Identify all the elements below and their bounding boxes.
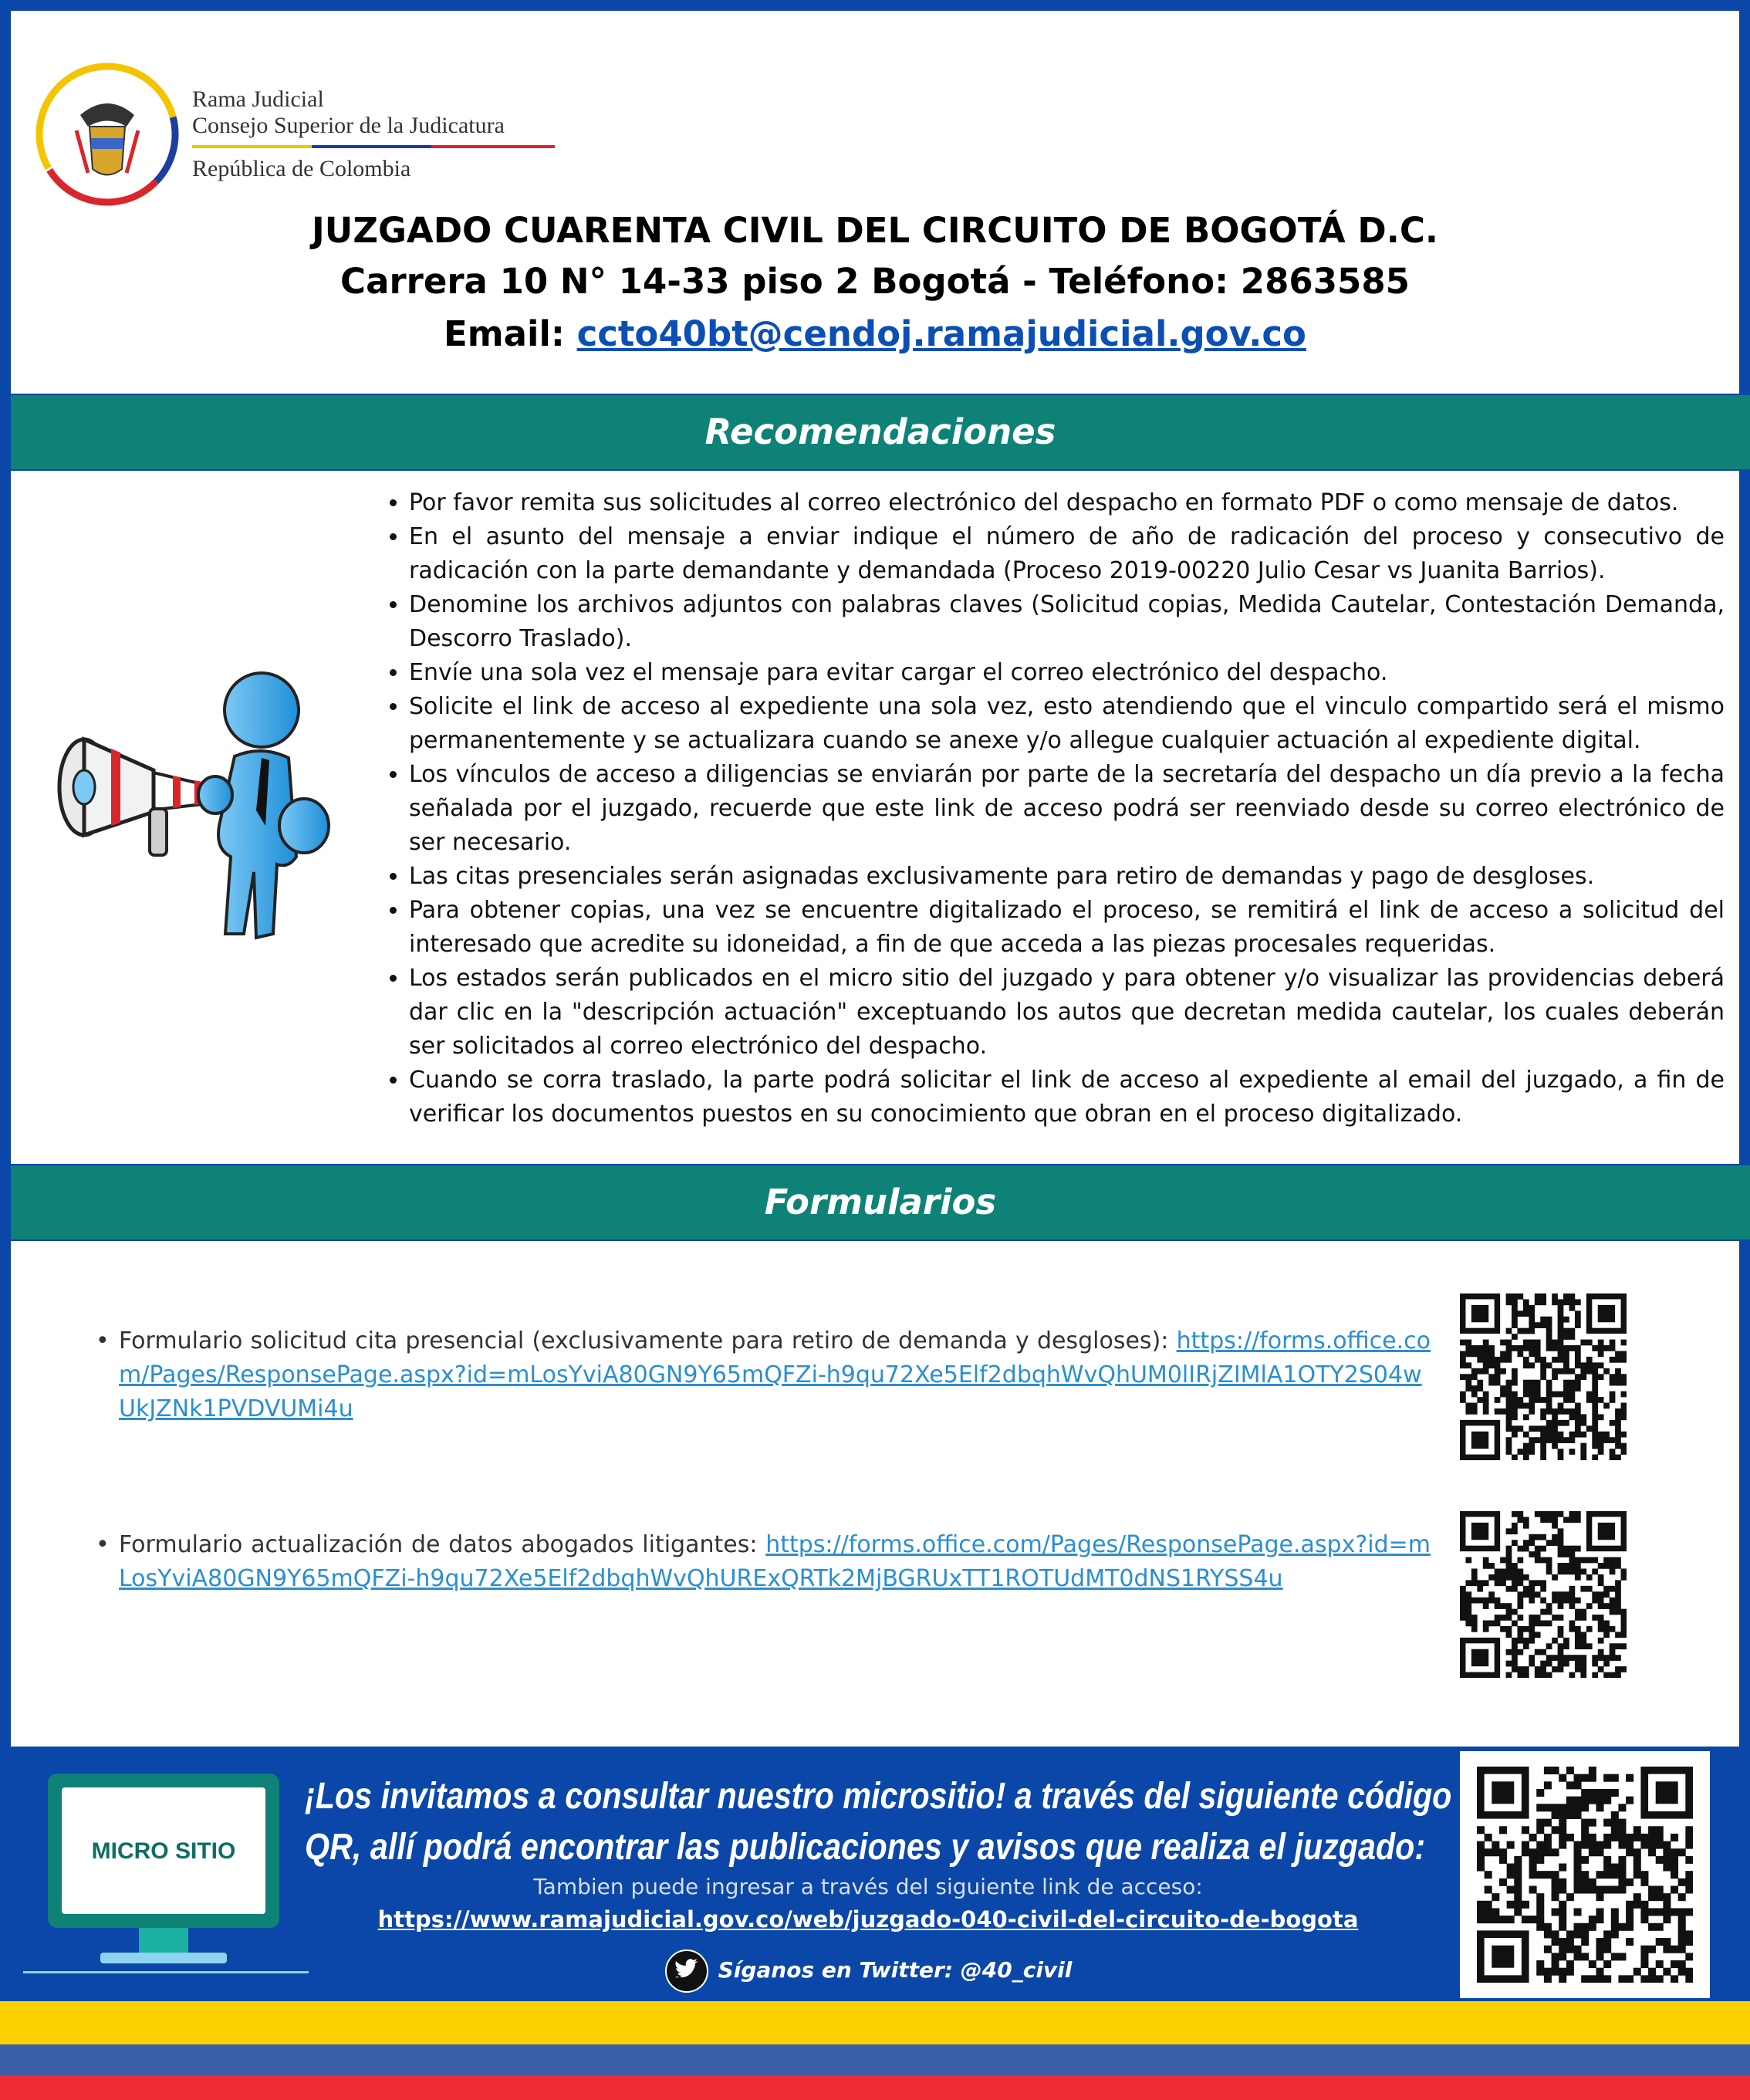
court-name: JUZGADO CUARENTA CIVIL DEL CIRCUITO DE BOGOTÁ D.C. bbox=[312, 210, 1438, 251]
list-item: • Cuando se corra traslado, la parte podrá solicitar el link de acceso al expediente al email del juzgado, a fin de verificar los documentos puestos en su conocimiento que obran en el proceso digitalizado. bbox=[409, 1064, 1725, 1131]
list-item: • Denomine los archivos adjuntos con palabras claves (Solicitud copias, Medida Cautelar, Contestación Demanda, Descorro Traslado). bbox=[409, 588, 1725, 656]
header bbox=[11, 11, 1739, 394]
footer-headline-line1: ¡Los invitamos a consultar nuestro micrositio! a través del siguiente código bbox=[305, 1776, 1452, 1817]
list-item: • Envíe una sola vez el mensaje para evitar cargar el correo electrónico del despacho. bbox=[409, 656, 1725, 690]
form-link[interactable]: https://forms.office.com/Pages/ResponsePage.aspx?id=mLosYviA80GN9Y65mQFZi-h9qu72Xe5Elf2dbqhWvQhURExQRTk2MjBGRUxTT1ROTUdMT0dNS1RYSS4u bbox=[119, 1531, 1431, 1592]
org-line-3: República de Colombia bbox=[192, 156, 411, 181]
form-label: Formulario actualización de datos abogados litigantes: bbox=[119, 1531, 766, 1558]
list-item: • En el asunto del mensaje a enviar indique el número de año de radicación del proceso y consecutivo de radicación con la parte demandante y demandada (Proceso 2019-00220 Julio Cesar vs Juanita Barrios). bbox=[409, 520, 1725, 588]
microsite-qr bbox=[1460, 1751, 1710, 1998]
court-address: Carrera 10 N° 14-33 piso 2 Bogotá - Teléfono: 2863585 bbox=[340, 261, 1410, 302]
forms-section bbox=[11, 1241, 1739, 1747]
list-item: • Solicite el link de acceso al expediente una sola vez, esto atendiendo que el vinculo compartido será el mismo permanentemente y se actualizara cuando se anexe y/o allegue cualquier actuación al expediente digital. bbox=[409, 690, 1725, 758]
form-item-actualizacion-datos bbox=[96, 1528, 1431, 1596]
org-line-2: Consejo Superior de la Judicatura bbox=[192, 113, 505, 138]
form-label: Formulario solicitud cita presencial (exclusivamente para retiro de demanda y desgloses): bbox=[119, 1327, 1177, 1354]
email-label: Email: bbox=[444, 313, 577, 354]
monitor-label: MICRO SITIO bbox=[91, 1838, 236, 1864]
forms-title: Formularios bbox=[11, 1165, 1750, 1239]
footer-subtext: Tambien puede ingresar a través del siguiente link de acceso: bbox=[533, 1874, 1203, 1899]
qr-code-icon[interactable] bbox=[1477, 1767, 1693, 1983]
flag-stripe-blue bbox=[0, 2044, 1750, 2075]
bullet-icon: • bbox=[96, 1327, 110, 1354]
list-item: • Para obtener copias, una vez se encuentre digitalizado el proceso, se remitirá el link de acceso a solicitud del interesado que acredite su idoneidad, a fin de que acceda a las piezas procesales requeridas. bbox=[409, 894, 1725, 962]
footer-headline-line2: QR, allí podrá encontrar las publicaciones y avisos que realiza el juzgado: bbox=[305, 1827, 1426, 1868]
qr-code-icon[interactable] bbox=[1460, 1293, 1627, 1460]
form-item-cita-presencial bbox=[96, 1324, 1431, 1426]
monitor-icon bbox=[23, 1774, 316, 1982]
court-email-line bbox=[11, 313, 1739, 354]
twitter-icon[interactable] bbox=[664, 1949, 709, 1993]
recommendations-section bbox=[11, 471, 1739, 1164]
colombia-seal-icon bbox=[34, 61, 181, 208]
microsite-link[interactable]: https://www.ramajudicial.gov.co/web/juzgado-040-civil-del-circuito-de-bogota bbox=[377, 1906, 1359, 1933]
footer-headline bbox=[305, 1771, 1452, 1873]
flag-stripe-yellow bbox=[0, 2001, 1750, 2044]
org-line-1: Rama Judicial bbox=[192, 86, 324, 112]
recommendations-title: Recomendaciones bbox=[11, 395, 1750, 469]
bullet-icon: • bbox=[96, 1531, 110, 1558]
list-item: • Los estados serán publicados en el micro sitio del juzgado y para obtener y/o visualizar las providencias deberá dar clic en la "descripción actuación" exceptuando los autos que decretan medida cautelar, los cuales deberán ser solicitados al correo electrónico del despacho. bbox=[409, 962, 1725, 1064]
twitter-line bbox=[305, 1949, 1431, 1993]
footer bbox=[0, 1747, 1750, 2001]
list-item: • Por favor remita sus solicitudes al correo electrónico del despacho en formato PDF o como mensaje de datos. bbox=[409, 486, 1725, 520]
flag-stripe-red bbox=[0, 2075, 1750, 2100]
recommendations-list bbox=[381, 486, 1725, 1131]
email-link[interactable]: ccto40bt@cendoj.ramajudicial.gov.co bbox=[576, 313, 1306, 354]
qr-code-icon[interactable] bbox=[1460, 1511, 1627, 1678]
logo-divider bbox=[192, 145, 555, 148]
list-item: • Las citas presenciales serán asignadas exclusivamente para retiro de demandas y pago de desgloses. bbox=[409, 860, 1725, 894]
list-item: • Los vínculos de acceso a diligencias se enviarán por parte de la secretaría del despacho un día previo a la fecha señalada por el juzgado, recuerde que este link de acceso podrá ser reenviado desde su correo electrónico de ser necesario. bbox=[409, 758, 1725, 860]
twitter-handle: Síganos en Twitter: @40_civil bbox=[718, 1957, 1073, 1983]
form-link[interactable]: https://forms.office.com/Pages/ResponsePage.aspx?id=mLosYviA80GN9Y65mQFZi-h9qu72Xe5Elf2dbqhWvQhUM0lIRjZIMlA1OTY2S04wUkJZNk1PVDVUMi4u bbox=[119, 1327, 1431, 1422]
megaphone-figure-icon bbox=[57, 671, 335, 949]
rama-judicial-logo bbox=[26, 49, 566, 211]
